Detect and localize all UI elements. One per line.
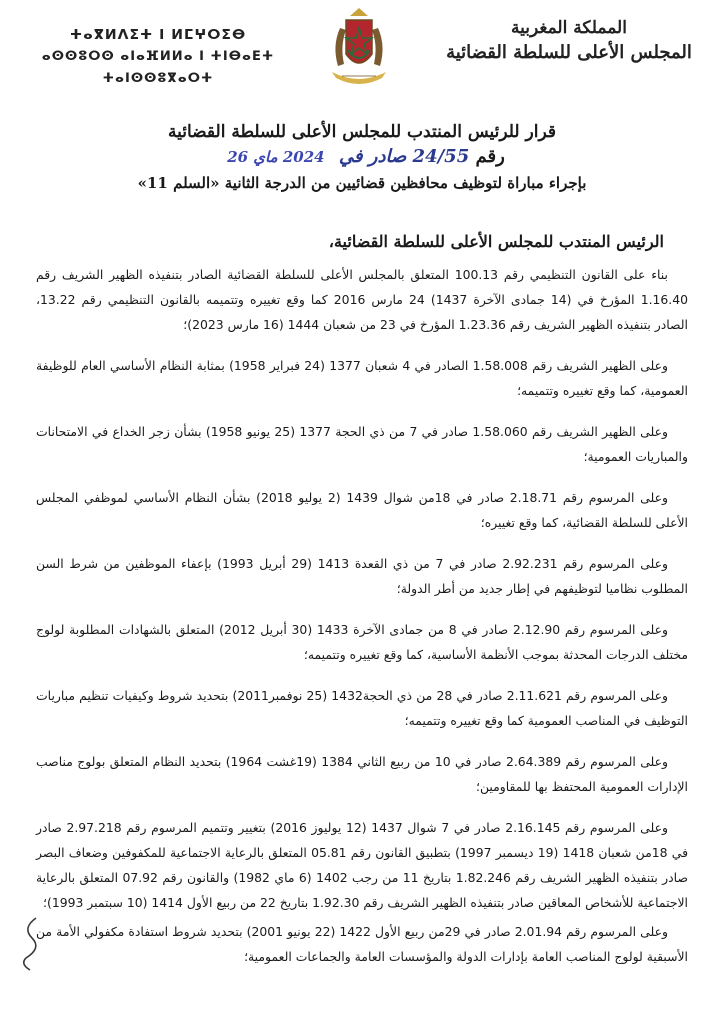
council-name: المجلس الأعلى للسلطة القضائية bbox=[446, 42, 692, 63]
decision-subject: بإجراء مباراة لتوظيف محافظين قضائيين من الدرجة الثانية «السلم 11» bbox=[137, 174, 587, 192]
paragraph: وعلى المرسوم رقم 2.16.145 صادر في 7 شوال 1437 (12 يوليوز 2016) بتغيير وتتميم المرسوم رقم 2.97.218 صادر في 18من شعبان 1418 (19 ديسمبر 1997) بتطبيق القانون رقم 05.81 المتعلق بالرعاية الاجتماعية للمكفوفين وضعاف البصر صادر بتنفيذه الظهير الشريف رقم 1.82.246 بتاريخ 11 من رجب 1402 (6 ماي 1982) والقانون رقم 07.92 المتعلق بالرعاية الاجتماعية للأشخاص المعاقين صادر بتنفيذه الظهير الشريف رقم 1.92.30 بتاريخ 22 من ربيع الأول 1414 (10 سبتمبر 1993)؛ bbox=[36, 820, 688, 910]
paragraph: وعلى المرسوم رقم 2.12.90 صادر في 8 من جمادى الآخرة 1433 (30 أبريل 2012) المتعلق بالشهادات المطلوبة لولوج مختلف الدرجات المحدثة بموجب الأنظمة الأساسية، كما وقع تغييره وتتميمه؛ bbox=[36, 622, 688, 662]
president-heading: الرئيس المنتدب للمجلس الأعلى للسلطة القضائية، bbox=[328, 232, 664, 251]
paragraph: وعلى المرسوم رقم 2.01.94 صادر في 29من ربيع الأول 1422 (22 يونيو 2001) بتحديد شروط استفادة مكفولي الأمة من الأسبقية لولوج المناصب العامة بإدارات الدولة والمؤسسات العامة والجماعات العمومية؛ bbox=[36, 924, 688, 964]
header-arabic bbox=[444, 16, 694, 66]
paragraph: وعلى الظهير الشريف رقم 1.58.008 الصادر في 4 شعبان 1377 (24 فبراير 1958) بمثابة النظام الأساسي العام للوظيفة العمومية، كما وقع تغييره وتتميمه؛ bbox=[36, 358, 688, 398]
paragraph: بناء على القانون التنظيمي رقم 100.13 المتعلق بالمجلس الأعلى للسلطة القضائية الصادر بتنفيذه الظهير الشريف رقم 1.16.40 المؤرخ في (14 جمادى الآخرة 1437) 24 مارس 2016 كما وقع تغييره وتتميمه بالقانون التنظيمي رقم 13.22، الصادر بتنفيذه الظهير الشريف رقم 1.23.36 المؤرخ في 23 من شعبان 1444 (16 مارس 2023)؛ bbox=[36, 267, 688, 332]
paragraph: وعلى المرسوم رقم 2.92.231 صادر في 7 من ذي القعدة 1413 (29 أبريل 1993) بإعفاء الموظفين من شرط السن المطلوب نظاميا لتوظيفهم في إطار جديد من أطر الدولة؛ bbox=[36, 556, 688, 596]
council-name-tifinagh: ⴰⵙⵙⵓⵔⵙ ⴰⵏⴰⴼⵍⵍⴰ ⵏ ⵜⵏⴱⴰⴹⵜ ⵜⴰⵏⵙⵙⵓⴳⴰⵔⵜ bbox=[41, 49, 275, 86]
decision-date: 2024 ماي 26 bbox=[227, 148, 325, 166]
coat-of-arms-icon bbox=[322, 6, 396, 90]
decision-number-line bbox=[70, 144, 654, 170]
decision-number: 24/55 bbox=[412, 146, 470, 167]
kingdom-name: المملكة المغربية bbox=[511, 18, 627, 38]
paragraph: وعلى المرسوم رقم 2.11.621 صادر في 28 من ذي الحجة1432 (25 نوفمبر2011) بتحديد شروط وكيفيات تنظيم مباريات التوظيف في المناصب العمومية كما وقع تغييره وتتميمه؛ bbox=[36, 688, 688, 728]
number-label: رقم bbox=[475, 146, 505, 167]
decision-body bbox=[36, 262, 688, 985]
issued-label: صادر في bbox=[338, 146, 407, 167]
paragraph: وعلى المرسوم رقم 2.64.389 صادر في 10 من ربيع الثاني 1384 (19غشت 1964) بتحديد النظام المتعلق بولوج مناصب الإدارات العمومية المحتفظ بها للمقاومين؛ bbox=[36, 754, 688, 794]
paragraph: وعلى الظهير الشريف رقم 1.58.060 صادر في 7 من ذي الحجة 1377 (25 يونيو 1958) بشأن زجر الخداع في الامتحانات والمباريات العمومية؛ bbox=[36, 424, 688, 464]
decision-title bbox=[70, 120, 654, 196]
kingdom-name-tifinagh: ⵜⴰⴳⵍⴷⵉⵜ ⵏ ⵍⵎⵖⵔⵉⴱ bbox=[69, 27, 247, 43]
header-tifinagh bbox=[28, 24, 288, 90]
decision-heading: قرار للرئيس المنتدب للمجلس الأعلى للسلطة القضائية bbox=[168, 122, 556, 142]
paragraph: وعلى المرسوم رقم 2.18.71 صادر في 18من شوال 1439 (2 يوليو 2018) بشأن النظام الأساسي لموظفي المجلس الأعلى للسلطة القضائية، كما وقع تغييره؛ bbox=[36, 490, 688, 530]
signature-mark-icon bbox=[16, 914, 46, 974]
